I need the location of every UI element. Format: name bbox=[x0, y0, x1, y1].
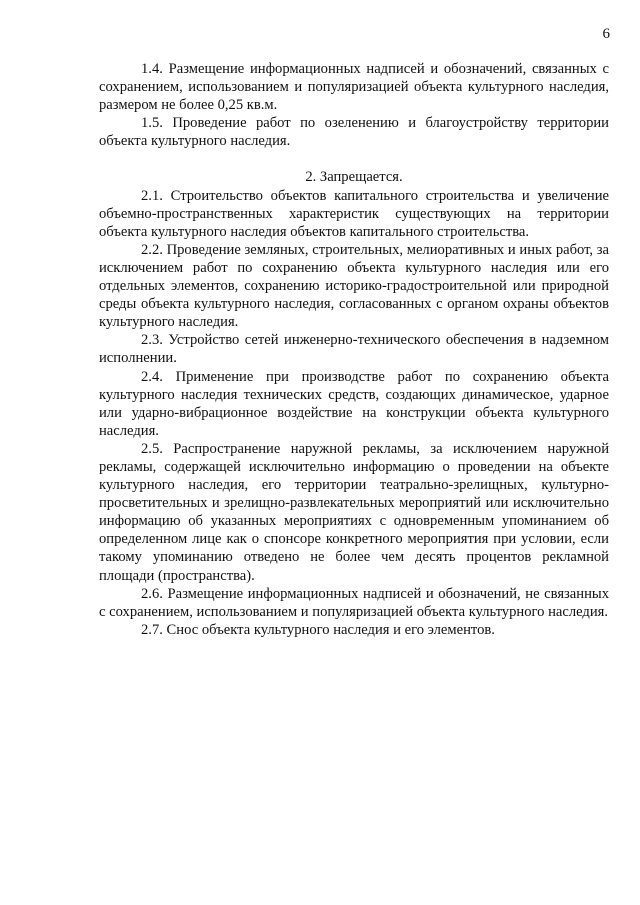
document-body bbox=[99, 60, 609, 639]
section-heading: 2. Запрещается. bbox=[305, 169, 403, 186]
paragraph-2-2: 2.2. Проведение земляных, строительных, мелиоративных и иных работ, за исключением работ по сохранению объекта культурного наследия или его отдельных элементов, сохранению историко-градостроительной или природной среды объекта культурного наследия, согласованных с органом охраны объектов культурного наследия. bbox=[99, 241, 609, 331]
paragraph-2-1: 2.1. Строительство объектов капитального строительства и увеличение объемно-пространственных характеристик существующих на территории объекта культурного наследия объектов капитального строительства. bbox=[99, 187, 609, 240]
paragraph-1-5: 1.5. Проведение работ по озеленению и благоустройству территории объекта культурного наследия. bbox=[99, 115, 609, 150]
paragraph-2-6: 2.6. Размещение информационных надписей и обозначений, не связанных с сохранением, использованием и популяризацией объекта культурного наследия. bbox=[99, 585, 609, 620]
page-number: 6 bbox=[602, 26, 610, 42]
paragraph-2-3: 2.3. Устройство сетей инженерно-технического обеспечения в надземном исполнении. bbox=[99, 332, 609, 367]
paragraph-1-4: 1.4. Размещение информационных надписей и обозначений, связанных с сохранением, использованием и популяризацией объекта культурного наследия, размером не более 0,25 кв.м. bbox=[99, 61, 609, 114]
paragraph-2-7: 2.7. Снос объекта культурного наследия и его элементов. bbox=[141, 621, 495, 638]
paragraph-2-5: 2.5. Распространение наружной рекламы, за исключением наружной рекламы, содержащей исключительно информацию о проведении на объекте культурного наследия, его территории театрально-зрелищных, культурно-просветительных и зрелищно-развлекательных мероприятий или исключительно информацию об указанных мероприятиях с одновременным упоминанием об определенном лице как о спонсоре конкретного мероприятия при условии, если такому упоминанию отведено не более чем десять процентов рекламной площади (пространства). bbox=[99, 440, 609, 584]
paragraph-2-4: 2.4. Применение при производстве работ по сохранению объекта культурного наследия технических средств, создающих динамическое, ударное или ударно-вибрационное воздействие на конструкции объекта культурного наследия. bbox=[99, 368, 609, 439]
